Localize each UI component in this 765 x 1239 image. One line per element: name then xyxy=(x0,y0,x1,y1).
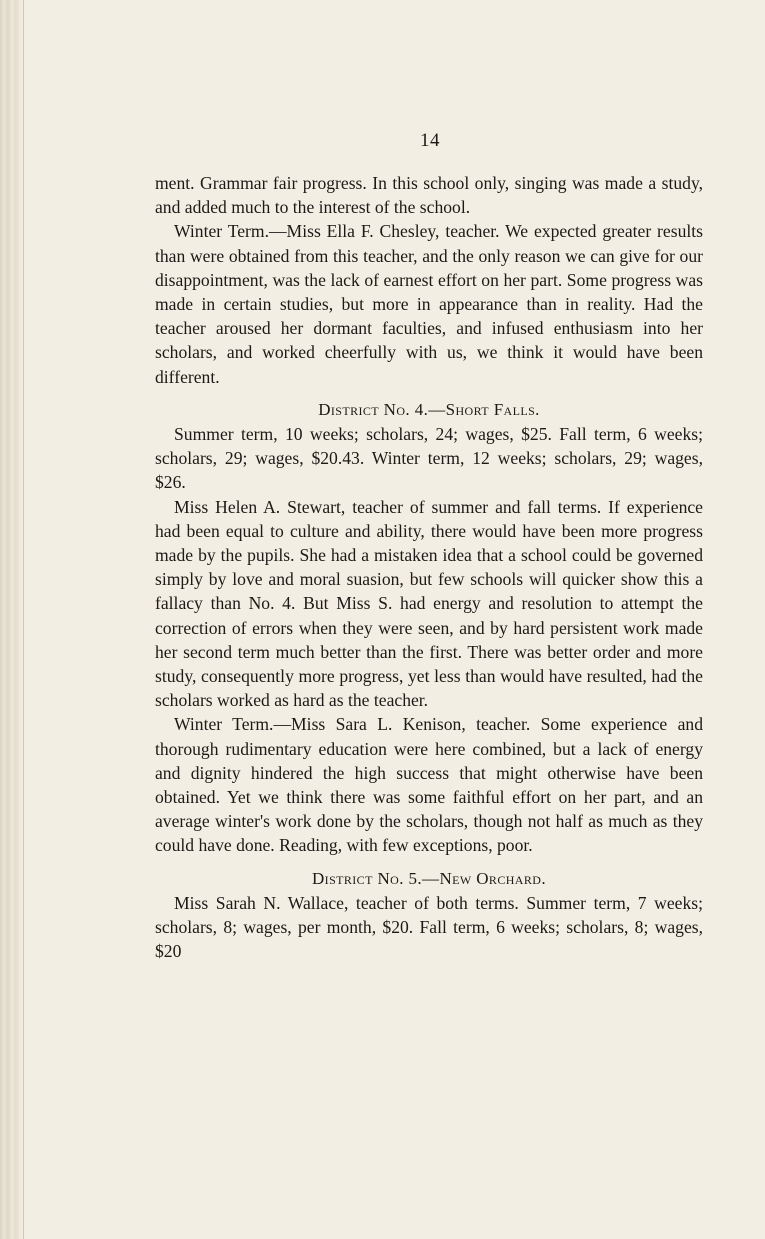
section-heading-district-5: District No. 5.—New Orchard. xyxy=(312,868,546,888)
paragraph: Miss Sarah N. Wallace, teacher of both terms. Summer term, 7 weeks; scholars, 8; wages, per month, $20. Fall term, 6 weeks; scholars, 8; wages, $20 xyxy=(155,892,703,962)
page-number: 14 xyxy=(420,130,440,151)
page-edge xyxy=(0,0,26,1239)
paragraph: Miss Helen A. Stewart, teacher of summer and fall terms. If experience had been equal to culture and ability, there would have been more progress made by the pupils. She had a mistaken idea that a school could be governed simply by love and moral suasion, but few schools will quicker show this a fallacy than No. 4. But Miss S. had energy and resolution to attempt the correction of errors when they were seen, and by hard persistent work made her second term much better than the first. There was better order and more study, consequently more progress, yet less than would have resulted, had the scholars worked as hard as the teacher. xyxy=(155,496,703,711)
paragraph: Summer term, 10 weeks; scholars, 24; wages, $25. Fall term, 6 weeks; scholars, 29; wages, $20.43. Winter term, 12 weeks; scholars, 29; wages, $26. xyxy=(155,424,703,493)
paragraph: Winter Term.—Miss Ella F. Chesley, teacher. We expected greater results than were obtained from this teacher, and the only reason we can give for our disappointment, was the lack of earnest effort on her part. Some progress was made in certain studies, but more in appearance than in reality. Had the teacher aroused her dormant faculties, and infused enthusiasm into her scholars, and worked cheerfully with us, we think it would have been different. xyxy=(155,221,703,387)
paragraph: Winter Term.—Miss Sara L. Kenison, teacher. Some experience and thorough rudimentary education were here combined, but a lack of energy and dignity hindered the high success that might otherwise have been obtained. Yet we think there was some faithful effort on her part, and an average winter's work done by the scholars, though not half as much as they could have done. Reading, with few exceptions, poor. xyxy=(155,714,703,856)
paragraph: ment. Grammar fair progress. In this school only, singing was made a study, and added much to the interest of the school. xyxy=(155,173,703,218)
section-heading-district-4: District No. 4.—Short Falls. xyxy=(318,399,540,419)
page-body xyxy=(155,171,703,964)
